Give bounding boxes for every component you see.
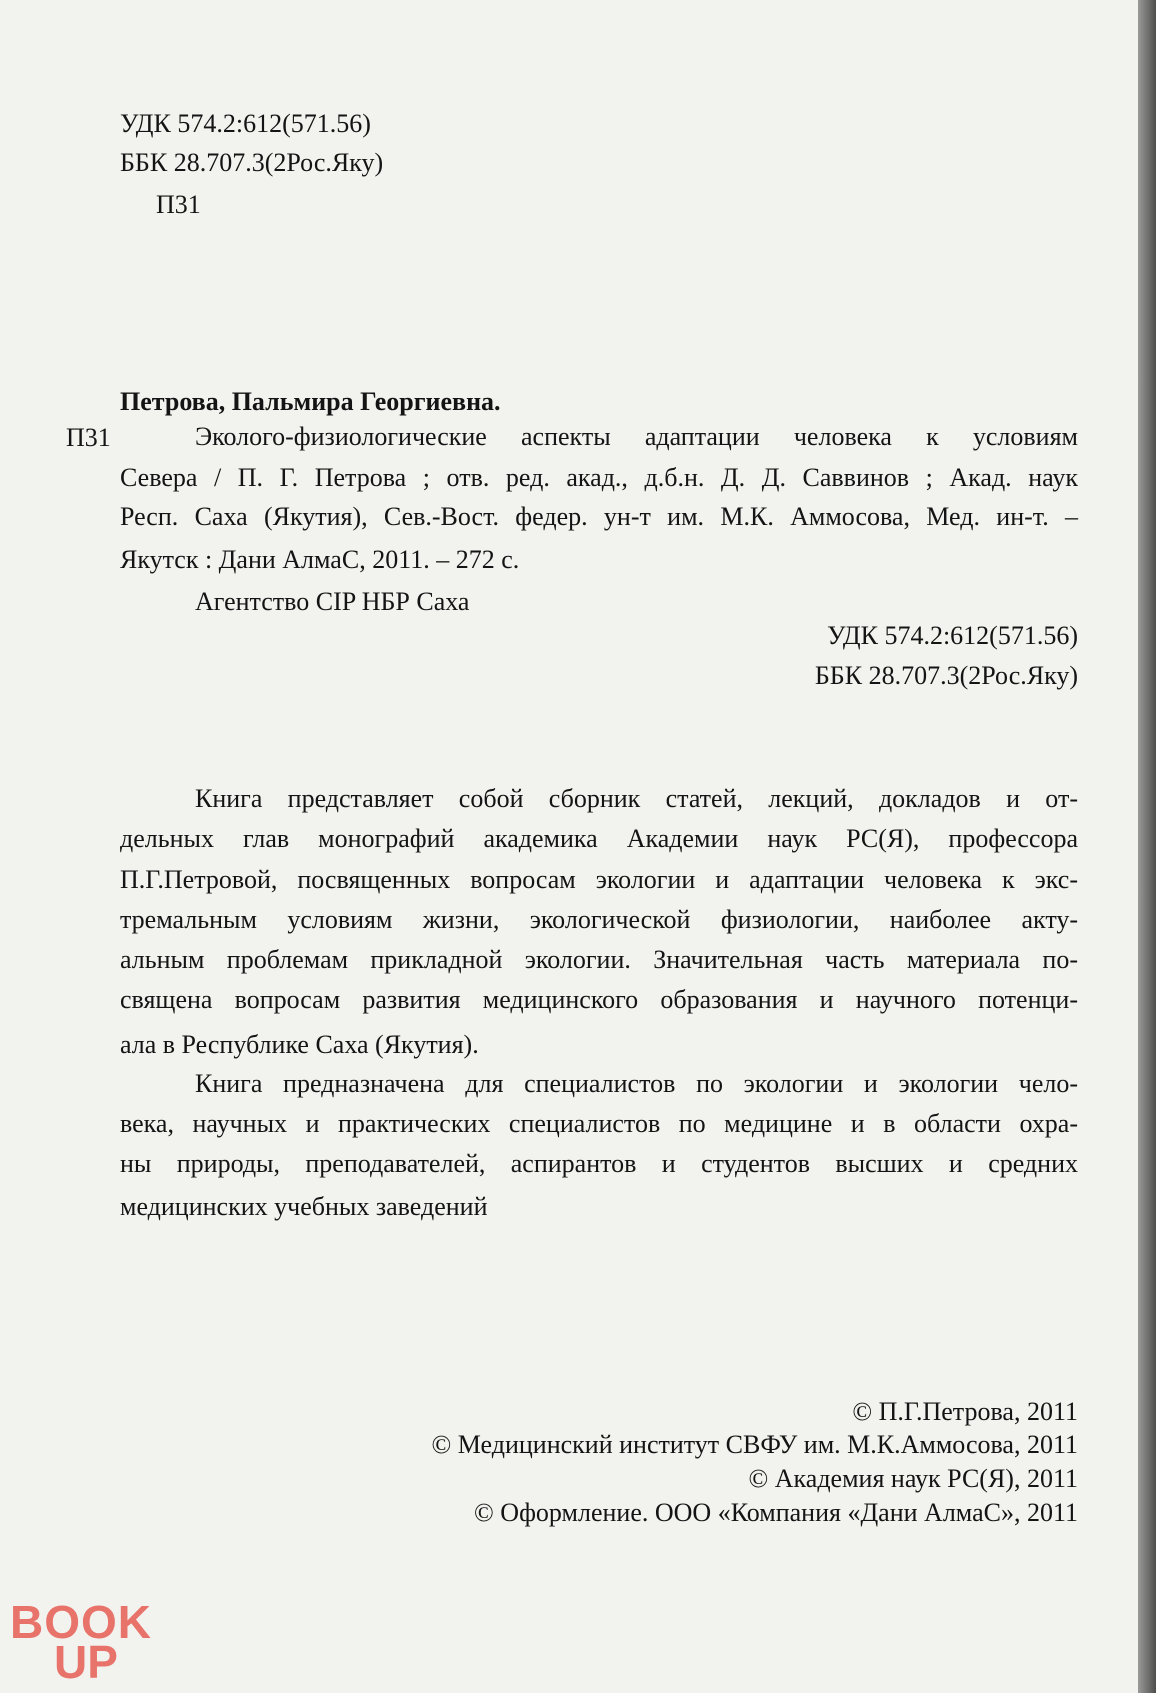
annotation-p1-line-1: Книга представляет собой сборник статей, лекций, докладов и от-: [195, 784, 1078, 813]
copyright-institute: © Медицинский институт СВФУ им. М.К.Аммосова, 2011: [431, 1430, 1078, 1459]
bbk-code: ББК 28.707.3(2Рос.Яку): [814, 661, 1078, 690]
bbk-code-top: ББК 28.707.3(2Рос.Яку): [120, 148, 384, 177]
author-mark: П31: [66, 423, 111, 452]
annotation-p2-line-2: века, научных и практических специалистов по медицине и в области охра-: [120, 1109, 1078, 1138]
watermark-line-2: UP: [54, 1636, 118, 1688]
annotation-p1-line-5: альным проблемам прикладной экологии. Значительная часть материала по-: [120, 945, 1078, 974]
annotation-p2-line-1: Книга предназначена для специалистов по экологии и экологии чело-: [195, 1069, 1078, 1098]
udk-code: УДК 574.2:612(571.56): [827, 621, 1078, 650]
cip-agency: Агентство CIP НБР Саха: [195, 587, 470, 616]
copyright-academy: © Академия наук РС(Я), 2011: [748, 1464, 1078, 1493]
annotation-p1-line-6: священа вопросам развития медицинского образования и научного потенци-: [120, 985, 1078, 1014]
annotation-p2-line-3: ны природы, преподавателей, аспирантов и студентов высших и средних: [120, 1149, 1078, 1178]
annotation-p2-line-4: медицинских учебных заведений: [120, 1192, 488, 1221]
udk-code-top: УДК 574.2:612(571.56): [120, 109, 371, 138]
copyright-author: © П.Г.Петрова, 2011: [852, 1397, 1078, 1426]
author-mark-top: П31: [156, 190, 201, 219]
record-line-3: Респ. Саха (Якутия), Сев.-Вост. федер. ун-т им. М.К. Аммосова, Мед. ин-т. –: [120, 502, 1078, 531]
annotation-p1-line-7: ала в Республике Саха (Якутия).: [120, 1030, 479, 1059]
annotation-p1-line-3: П.Г.Петровой, посвященных вопросам экологии и адаптации человека к экс-: [120, 865, 1078, 894]
bookup-watermark-logo: [10, 1598, 160, 1693]
watermark-line-1: BOOK: [10, 1596, 152, 1648]
record-line-2: Севера / П. Г. Петрова ; отв. ред. акад., д.б.н. Д. Д. Саввинов ; Акад. наук: [120, 463, 1078, 492]
record-line-1: Эколого-физиологические аспекты адаптации человека к условиям: [195, 422, 1078, 451]
annotation-p1-line-2: дельных глав монографий академика Академии наук РС(Я), профессора: [120, 824, 1078, 853]
author-heading: Петрова, Пальмира Георгиевна.: [120, 387, 501, 416]
page-edge-shadow: [1138, 0, 1156, 1693]
record-line-4: Якутск : Дани АлмаС, 2011. – 272 с.: [120, 545, 520, 574]
annotation-p1-line-4: тремальным условиям жизни, экологической физиологии, наиболее акту-: [120, 905, 1078, 934]
copyright-design: © Оформление. ООО «Компания «Дани АлмаС», 2011: [474, 1498, 1078, 1527]
